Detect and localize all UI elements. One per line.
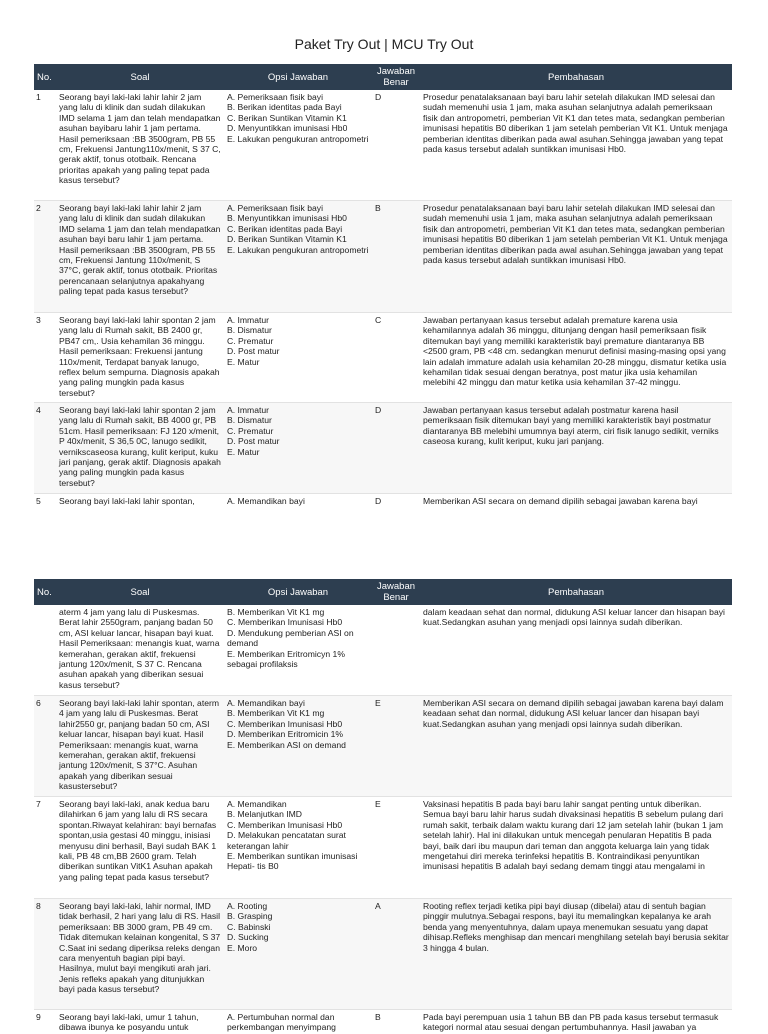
row-jawaban: B — [375, 203, 381, 213]
row-pembahasan: Rooting reflex terjadi ketika pipi bayi diusap (dibelai) atau di sentuh bagian pinggir mulutnya.Sebagai respons, bayi itu memalingkan kepalanya ke arah benda yang menyentuhnya, dalam upaya menemukan sesuatu yang dapat dihisap.Refleks menghisap dan mencari menghilang setelah bayi berusia sekitar 3 hingga 4 bulan. — [423, 901, 729, 953]
header-soal: Soal — [130, 71, 150, 83]
table-row — [34, 899, 732, 1010]
row-pembahasan: Vaksinasi hepatitis B pada bayi baru lahir sangat penting untuk diberikan. Semua bayi baru lahir harus sudah divaksinasi hepatitis B sebelum pulang dari rumah sakit, terbaik dalam waktu kurang dari 12 jam setelah lahir (bukan 1 jam setelah lahir). Hal ini dilakukan untuk mencegah penularan Hepatitis B pada bayi, baik dari ibu maupun dari teman dan anggota keluarga lain yang tidak mengetahui diri mereka terinfeksi hepatitis B. Kontraindikasi penyuntikan imunisasi hepatitis B adalah bayi sedang demam tinggi atau mengalami in — [423, 799, 724, 872]
row-soal: Seorang bayi laki-laki lahir spontan, — [59, 496, 195, 506]
row-jawaban: E — [375, 799, 381, 809]
row-opsi: A. Immatur B. Dismatur C. Prematur D. Post matur E. Matur — [227, 405, 280, 457]
row-pembahasan: Prosedur penatalaksanaan bayi baru lahir setelah dilakukan IMD selesai dan sudah memenuhi usia 1 jam, maka asuhan selanjutnya adalah pemeriksaan fisik dan antropometri, pemberian Vit K1 dan tetes mata, sedangkan pemberian imunisasi hepatitis B0 diberikan 1 jam setelah pemberian Vit K1. Untuk menjaga pemberian identitas diberikan pada awal asuhan.Sehingga jawaban yang tepat pada kasus tersebut adalah suntikkan imunisasi Hb0. — [423, 92, 728, 155]
row-jawaban: D — [375, 92, 382, 102]
row-soal: Seorang bayi laki-laki lahir spontan, aterm 4 jam yang lalu di Puskesmas. Berat lahir2550 gr, panjang badan 50 cm, ASI keluar lancar, hisapan bayi kuat. Hasil Pemeriksaan: menangis kuat, warna kemerahan, gerakan aktif, frekuensi jantung 120x/menit, S 37°C. Asuhan apakah yang diberikan sesuai kasustersebut? — [59, 698, 220, 792]
row-opsi: A. Pertumbuhan normal dan perkembangan menyimpang — [227, 1012, 336, 1033]
row-jawaban: D — [375, 496, 382, 506]
header-pembahasan: Pembahasan — [548, 71, 604, 83]
header-jawaban: Jawaban Benar — [376, 66, 416, 88]
row-pembahasan: Jawaban pertanyaan kasus tersebut adalah premature karena usia kehamilannya adalah 36 minggu, ditunjang dengan hasil pemeriksaan fisik ditemukan bayi yang memiliki karakteristik bayi premature diantaranya BB <2500 gram, PB <48 cm. sedangkan menurut definisi masing-masing opsi yang lain adalah immature adalah usia kehamilan 20-28 minggu, dismatur ketika usia kehamilan tidak sesuai dengan beratnya, post matur jika usia kehamilan melebihi 42 minggu dan matur ketika usia kehamilan 37-42 minggu. — [423, 315, 727, 388]
row-pembahasan: dalam keadaan sehat dan normal, didukung ASI keluar lancer dan hisapan bayi kuat.Sedangkan asuhan yang menjadi opsi lainnya sudah diberikan. — [423, 607, 725, 628]
table-row — [34, 494, 732, 508]
row-opsi: A. Pemeriksaan fisik bayi B. Berikan identitas pada Bayi C. Berikan Suntikan Vitamin K1 D. Menyuntikkan imunisasi Hb0 E. Lakukan pengukuran antropometri — [227, 92, 369, 144]
table-header — [34, 64, 732, 90]
row-opsi: A. Memandikan bayi — [227, 496, 305, 506]
row-no: 8 — [36, 901, 41, 911]
row-no: 1 — [36, 92, 41, 102]
row-jawaban: E — [375, 698, 381, 708]
row-opsi: A. Pemeriksaan fisik bayi B. Menyuntikkan imunisasi Hb0 C. Berikan identitas pada Bayi D. Berikan Suntikan Vitamin K1 E. Lakukan pengukuran antropometri — [227, 203, 369, 255]
header-opsi: Opsi Jawaban — [267, 71, 329, 83]
row-no: 2 — [36, 203, 41, 213]
table-row — [34, 201, 732, 313]
table-page-1 — [34, 64, 732, 508]
row-no: 4 — [36, 405, 41, 415]
row-soal: Seorang bayi laki-laki lahir spontan 2 jam yang lalu di Rumah sakit, BB 4000 gr, PB 51cm. Hasil pemeriksaan: FJ 120 x/menit, P 40x/menit, S 36,5 0C, lanugo sedikit, vernikscaseosa kurang, kulit keriput, kuku jari panjang, gerak aktif. Diagnosis apakah yang paling mungkin pada kasus tersebut? — [59, 405, 221, 488]
row-soal: Seorang bayi laki-laki lahir spontan 2 jam yang lalu di Rumah sakit, BB 2400 gr, PB47 cm,. Usia kehamilan 36 minggu. Hasil pemeriksaan: Frekuensi jantung 110x/menit, Terdapat banyak lanugo, reflex belum sempurna. Diagnosis apakah yang paling mungkin pada kasus tersebut? — [59, 315, 220, 398]
header-no: No. — [37, 71, 52, 83]
row-jawaban: D — [375, 405, 382, 415]
row-opsi: B. Memberikan Vit K1 mg C. Memberikan Imunisasi Hb0 D. Mendukung pemberian ASI on demand E. Memberikan Eritromicyn 1% sebagai profilaksis — [227, 607, 354, 670]
table-row — [34, 403, 732, 494]
header-soal: Soal — [130, 586, 150, 598]
row-no: 5 — [36, 496, 41, 506]
row-soal: Seorang bayi laki-laki, anak kedua baru dilahirkan 6 jam yang lalu di RS secara spontan.Riwayat kelahiran: bayi bernafas spontan,usia gestasi 40 minggu, inisiasi menyusu dini berhasil, Bayi sudah BAK 1 kali, PB 48 cm,BB 2600 gram. Telah diberikan suntikan VitK1 Asuhan apakah yang paling tepat pada kasus tersebut? — [59, 799, 217, 882]
table-page-2 — [34, 579, 732, 1034]
row-opsi: A. Memandikan bayi B. Memberikan Vit K1 mg C. Memberikan Imunisasi Hb0 D. Memberikan Eritromicin 1% E. Memberikan ASI on demand — [227, 698, 346, 750]
row-jawaban — [372, 605, 420, 695]
row-soal: Seorang bayi laki-laki, lahir normal, IMD tidak berhasil, 2 hari yang lalu di RS. Hasil pemeriksaan: BB 3000 gram, PB 49 cm. Tidak ditemukan kelainan kongenital, S 37 C.Saat ini sedang diperiksa releks dengan cara menyentuh bagian pipi bayi. Hasilnya, mulut bayi mengikuti arah jari. Jenis refleks apakah yang ditunjukkan bayi pada kasus tersebut? — [59, 901, 221, 995]
header-pembahasan: Pembahasan — [548, 586, 604, 598]
row-jawaban: B — [375, 1012, 381, 1022]
row-pembahasan: Memberikan ASI secara on demand dipilih sebagai jawaban karena bayi — [423, 496, 698, 506]
table-row — [34, 605, 732, 696]
row-soal: Seorang bayi laki-laki lahir lahir 2 jam yang lalu di klinik dan sudah dilakukan IMD selama 1 jam dan telah mendapatkan asuhan bayi baru lahir 1 jam pertama. Hasil pemeriksaan :BB 3500gram, PB 55 cm, Frekuensi Jantung 110x/menit, S 37°C, gerak aktif, tonus ototbaik. Prioritas perencanaan selanjutnya apakahyang paling tepat pada kasus tersebut? — [59, 203, 221, 297]
row-pembahasan: Prosedur penatalaksanaan bayi baru lahir setelah dilakukan IMD selesai dan sudah memenuhi usia 1 jam, maka asuhan selanjutnya adalah pemeriksaan fisik dan antropometri, pemberian Vit K1 dan tetes mata, sedangkan pemberian imunisasi hepatitis B0 diberikan 1 jam setelah pemberian Vit K1. Untuk menjaga pemberian identitas diberikan pada awal asuhan.Sehingga jawaban yang tepat pada kasus tersebut adalah suntikkan imunisasi Hb0. — [423, 203, 728, 266]
row-no: 9 — [36, 1012, 41, 1022]
row-opsi: A. Rooting B. Grasping C. Babinski D. Sucking E. Moro — [227, 901, 273, 953]
table-row — [34, 1010, 732, 1034]
row-no: 3 — [36, 315, 41, 325]
row-opsi: A. Immatur B. Dismatur C. Prematur D. Post matur E. Matur — [227, 315, 280, 367]
page-title: Paket Try Out | MCU Try Out — [294, 36, 474, 52]
row-pembahasan: Memberikan ASI secara on demand dipilih sebagai jawaban karena bayi dalam keadaan sehat dan normal, didukung ASI keluar lancer dan hisapan bayi kuat.Sedangkan asuhan yang menjadi opsi lainnya sudah diberikan. — [423, 698, 724, 729]
row-soal: Seorang bayi laki-laki, umur 1 tahun, dibawa ibunya ke posyandu untuk — [59, 1012, 199, 1033]
row-soal: Seorang bayi laki-laki lahir lahir 2 jam yang lalu di klinik dan sudah dilakukan IMD selama 1 jam dan telah mendapatkan asuhan bayibaru lahir 1 jam pertama. Hasil pemeriksaan :BB 3500gram, PB 55 cm, Frekuensi Jantung110x/menit, S 37 C, gerak aktif, tonus ototbaik. Rencana prioritas apakah yang paling tepat pada kasus tersebut? — [59, 92, 221, 186]
header-opsi: Opsi Jawaban — [267, 586, 329, 598]
row-no: 7 — [36, 799, 41, 809]
row-soal: aterm 4 jam yang lalu di Puskesmas. Berat lahir 2550gram, panjang badan 50 cm, ASI keluar lancar, hisapan bayi kuat. Hasil Pemeriksaan: menangis kuat, warna kemerahan, gerakan aktif, frekuensi jantung 120x/menit, S 37 C. Rencana asuhan apakah yang diberikan sesuai kasus tersebut? — [59, 607, 220, 690]
header-jawaban: Jawaban Benar — [376, 581, 416, 603]
table-row — [34, 90, 732, 201]
row-pembahasan: Jawaban pertanyaan kasus tersebut adalah postmatur karena hasil pemeriksaan fisik ditemukan bayi yang memiliki karakteristik bayi postmatur diantaranya BB melebihi umumnya bayi aterm, ciri fisik lanugo sedikit, verniks caseosa kurang, kulit keriput, kuku jari panjang. — [423, 405, 719, 447]
table-row — [34, 797, 732, 899]
table-header — [34, 579, 732, 605]
row-no: 6 — [36, 698, 41, 708]
row-no — [34, 605, 56, 695]
header-no: No. — [37, 586, 52, 598]
row-jawaban: A — [375, 901, 381, 911]
row-jawaban: C — [375, 315, 382, 325]
row-opsi: A. Memandikan B. Melanjutkan IMD C. Memberikan Imunisasi Hb0 D. Melakukan pencatatan surat keterangan lahir E. Memberikan suntikan imunisasi Hepati- tis B0 — [227, 799, 358, 872]
table-row — [34, 696, 732, 797]
row-pembahasan: Pada bayi perempuan usia 1 tahun BB dan PB pada kasus tersebut termasuk kategori normal atau sesuai dengan pertumbuhannya. Hasil jawaban ya — [423, 1012, 719, 1033]
table-row — [34, 313, 732, 403]
